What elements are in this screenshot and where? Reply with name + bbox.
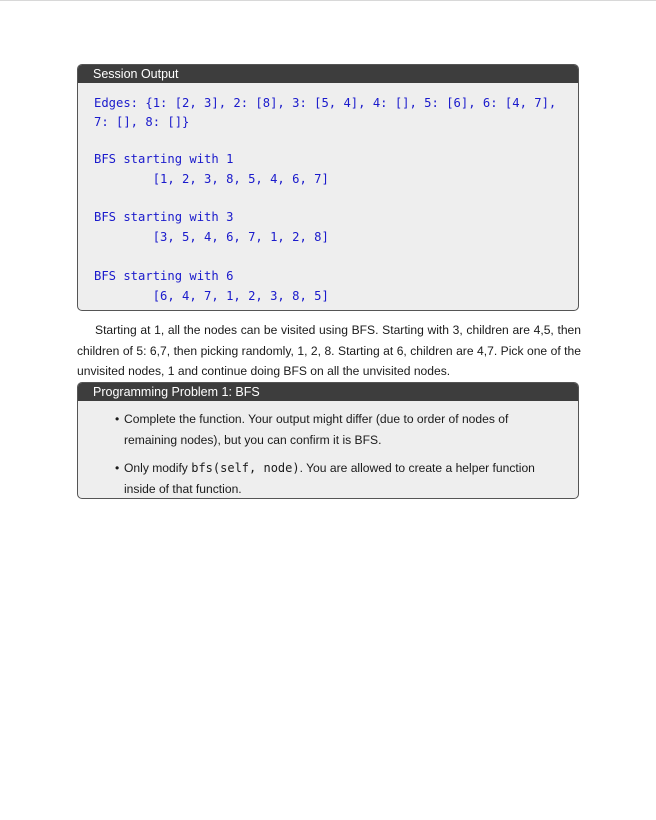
bullet-icon: • [115, 412, 120, 426]
bullet-icon: • [115, 461, 120, 475]
session-output-title: Session Output [78, 65, 578, 83]
problem-bullet-2-suffix: . You are allowed to create a helper function inside of that function. [124, 461, 535, 496]
edges-line-1: Edges: {1: [2, 3], 2: [8], 3: [5, 4], 4: [], 5: [6], 6: [4, 7], [94, 96, 557, 110]
bfs-start-6-result: [6, 4, 7, 1, 2, 3, 8, 5] [94, 289, 329, 303]
session-output-box [77, 64, 579, 311]
bfs-start-6-label: BFS starting with 6 [94, 269, 234, 283]
problem-bullet-1-text: Complete the function. Your output might differ (due to order of nodes of remaining nodes), but you can confirm it is BFS. [124, 412, 509, 447]
programming-problem-title: Programming Problem 1: BFS [78, 383, 578, 401]
problem-bullet-1 [115, 409, 564, 450]
edges-line-2: 7: [], 8: []} [94, 115, 190, 129]
page-top-edge [0, 0, 656, 1]
explanation-paragraph [77, 320, 581, 382]
bfs-start-1-label: BFS starting with 1 [94, 152, 234, 166]
explanation-text: Starting at 1, all the nodes can be visited using BFS. Starting with 3, children are 4,5, then children of 5: 6,7, then picking randomly, 1, 2, 8. Starting at 6, children are 4,7. Pick one of the unvisited nodes, 1 and continue doing BFS on all the unvisited nodes. [77, 323, 581, 378]
problem-bullet-2 [115, 458, 564, 499]
programming-problem-box [77, 382, 579, 499]
problem-bullet-list [78, 409, 578, 499]
bfs-start-1-result: [1, 2, 3, 8, 5, 4, 6, 7] [94, 172, 329, 186]
bfs-start-3-result: [3, 5, 4, 6, 7, 1, 2, 8] [94, 230, 329, 244]
bfs-start-3-label: BFS starting with 3 [94, 210, 234, 224]
bfs-function-signature: bfs(self, node) [191, 461, 300, 475]
problem-bullet-2-prefix: Only modify [124, 461, 192, 475]
